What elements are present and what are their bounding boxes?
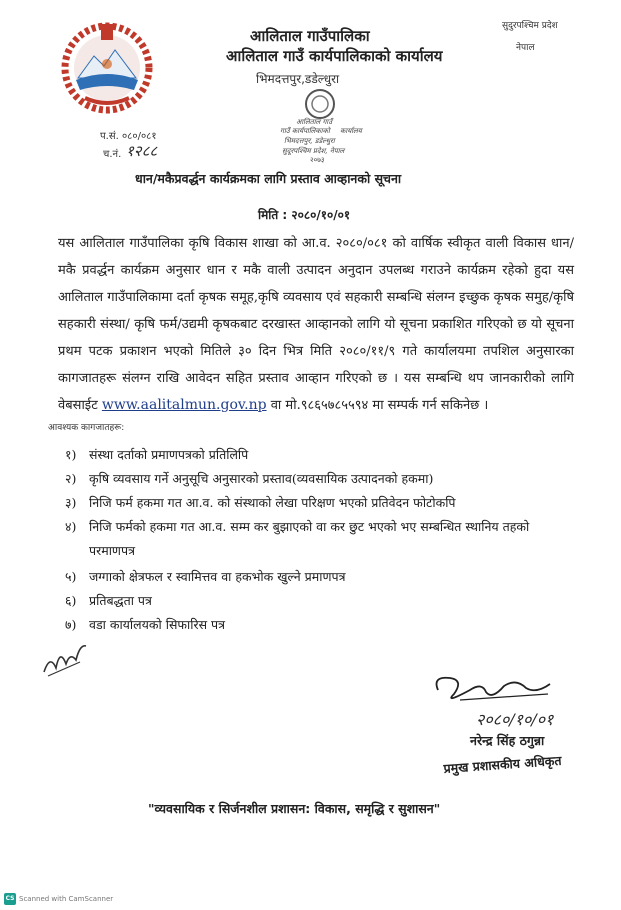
requirement-number: १) <box>65 447 77 462</box>
camscanner-watermark <box>4 893 113 905</box>
notice-title: धान/मकैप्रवर्द्धन कार्यक्रमका लागि प्रस्ताव आव्हानको सूचना <box>135 171 402 186</box>
officer-name: नरेन्द्र सिंह ठगुन्ना <box>470 733 545 748</box>
office-name: आलिताल गाउँ कार्यपालिकाको कार्यालय <box>226 47 443 65</box>
requirement-number: ७) <box>65 617 77 632</box>
requirement-number: ६) <box>65 593 77 608</box>
requirement-text: संस्था दर्ताको प्रमाणपत्रको प्रतिलिपि <box>89 447 249 462</box>
requirement-item <box>65 494 456 511</box>
office-motto: "व्यवसायिक र सिर्जनशील प्रशासन: विकास, समृद्धि र सुशासन" <box>148 801 441 816</box>
requirement-item <box>65 518 529 535</box>
requirement-text: निजि फर्म हकमा गत आ.व. को संस्थाको लेखा परिक्षण भएको प्रतिवेदन फोटोकपि <box>89 495 456 510</box>
requirement-number: ५) <box>65 569 77 584</box>
stamp-line-1: आलिताल गाउँ <box>296 118 333 126</box>
requirement-text: वडा कार्यालयको सिफारिस पत्र <box>89 617 226 632</box>
officer-designation: प्रमुख प्रशासकीय अधिकृत <box>443 752 562 776</box>
requirement-number: २) <box>65 471 77 486</box>
requirement-text: जग्गाको क्षेत्रफल र स्वामित्तव वा हकभोक खुल्ने प्रमाणपत्र <box>89 569 346 584</box>
province-label: सुदुरपश्चिम प्रदेश <box>502 21 558 31</box>
letter-number: प.सं. ०८०/०८१ <box>100 131 157 142</box>
handwritten-initials <box>40 640 90 684</box>
stamp-line-3: कार्यालय <box>340 127 362 135</box>
requirement-item <box>65 446 248 463</box>
stamp-line-2: गाउँ कार्यपालिकाको <box>280 127 330 135</box>
requirement-item-continued <box>65 542 135 559</box>
stamp-line-4: भिमदत्तपुर, डडेल्धुरा <box>284 137 335 145</box>
notice-body <box>58 230 574 419</box>
notice-date: मिति : २०८०/१०/०१ <box>258 208 351 222</box>
municipality-name: आलिताल गाउँपालिका <box>250 27 370 45</box>
nepal-emblem-logo <box>60 20 155 115</box>
officer-signature <box>430 664 560 713</box>
camscanner-logo: CS <box>4 893 16 905</box>
requirement-text: कृषि व्यवसाय गर्ने अनुसूचि अनुसारको प्रस्ताव(व्यवसायिक उत्पादनको हकमा) <box>89 471 434 486</box>
website-link[interactable]: www.aalitalmun.gov.np <box>101 397 267 413</box>
requirement-item <box>65 616 225 633</box>
requirement-number: ३) <box>65 495 77 510</box>
office-address: भिमदत्तपुर,डडेल्धुरा <box>256 72 340 86</box>
requirement-text: परमाणपत्र <box>89 543 135 558</box>
dispatch-number-handwritten: १२८८ <box>126 142 158 160</box>
requirement-text: निजि फर्मको हकमा गत आ.व. सम्म कर बुझाएको वा कर छुट भएको भए सम्बन्धित स्थानिय तहको <box>89 519 530 534</box>
requirements-heading: आवश्यक कागजातहरू: <box>48 423 125 433</box>
body-text-part2: वा मो.९८६५७८५५९४ मा सम्पर्क गर्न सकिनेछ । <box>270 398 489 413</box>
requirement-text: प्रतिबद्धता पत्र <box>89 593 152 608</box>
stamp-line-5: सुदूरपश्चिम प्रदेश, नेपाल <box>282 147 345 155</box>
requirement-item <box>65 568 345 585</box>
stamp-line-6: २०७३ <box>310 156 325 164</box>
body-text-part1: यस आलिताल गाउँपालिका कृषि विकास शाखा को आ.व. २०८०/०८१ को वार्षिक स्वीकृत वाली विकास धान/मकै प्रवर्द्धन कार्यक्रम अनुसार धान र मकै वाली उत्पादन अनुदान उपलब्ध गराउने कार्यक्रम रहेको हुदा यस आलिताल गाउँपालिकामा दर्ता कृषक समूह,कृषि व्यवसाय एवं सहकारी सम्बन्धि संलग्न इच्छुक कृषक समुह/कृषि सहकारी संस्था/ कृषि फर्म/उद्यमी कृषकबाट दरखास्त आव्हानको लागि यो सूचना प्रकाशित गरिएको छ यो सूचना प्रथम पटक प्रकाशन भएको मितिले ३० दिन भित्र मिति २०८०/११/९ गते कार्यालयमा तपशिल अनुसारका कागजातहरू संलग्न राखि आवेदन सहित प्रस्ताव आव्हान गरिएको छ । यस सम्बन्धि थप जानकारीको लागि वेबसाईट <box>58 236 574 413</box>
country-label: नेपाल <box>516 43 535 53</box>
requirement-item <box>65 470 433 487</box>
requirement-number: ४) <box>65 519 77 534</box>
dispatch-number-label: च.नं. <box>103 149 122 160</box>
office-stamp <box>270 86 380 166</box>
requirement-item <box>65 592 152 609</box>
camscanner-label: Scanned with CamScanner <box>19 895 114 903</box>
signature-date-handwritten: २०८०/१०/०१ <box>476 710 554 729</box>
